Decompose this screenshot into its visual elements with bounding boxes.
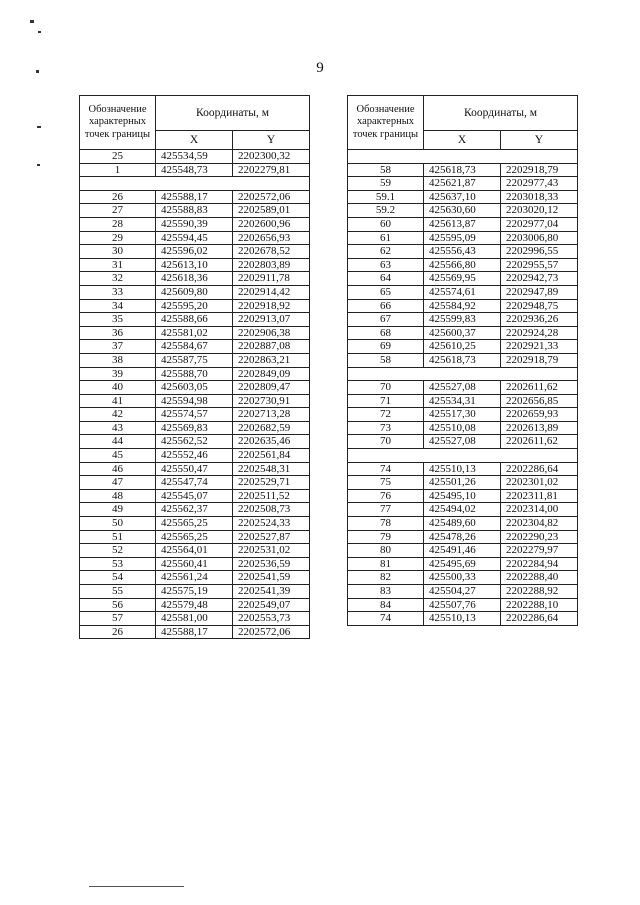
x-cell: 425584,92 xyxy=(424,299,501,313)
x-cell: 425581,02 xyxy=(156,326,233,340)
y-cell: 2202863,21 xyxy=(233,353,310,367)
point-cell: 51 xyxy=(80,530,156,544)
table-row xyxy=(348,313,578,327)
y-header: Y xyxy=(501,131,578,150)
table-row xyxy=(80,217,310,231)
table-row xyxy=(348,150,578,164)
separator-row-cell xyxy=(348,367,578,381)
table-row xyxy=(80,598,310,612)
table-row xyxy=(80,299,310,313)
scan-mark xyxy=(37,164,40,166)
y-cell: 2202301,02 xyxy=(501,476,578,490)
y-cell: 2202918,92 xyxy=(233,299,310,313)
y-cell: 2202947,89 xyxy=(501,285,578,299)
table-row xyxy=(348,449,578,463)
point-cell: 37 xyxy=(80,340,156,354)
x-cell: 425587,75 xyxy=(156,353,233,367)
point-cell: 45 xyxy=(80,449,156,463)
table-row xyxy=(348,489,578,503)
x-cell: 425560,41 xyxy=(156,557,233,571)
y-cell: 2202314,00 xyxy=(501,503,578,517)
y-cell: 2202713,28 xyxy=(233,408,310,422)
point-cell: 50 xyxy=(80,517,156,531)
y-cell: 2202548,31 xyxy=(233,462,310,476)
point-cell: 71 xyxy=(348,394,424,408)
table-row xyxy=(348,598,578,612)
x-cell: 425613,87 xyxy=(424,217,501,231)
point-cell: 63 xyxy=(348,258,424,272)
y-cell: 2202508,73 xyxy=(233,503,310,517)
y-cell: 2202613,89 xyxy=(501,421,578,435)
x-cell: 425590,39 xyxy=(156,217,233,231)
point-cell: 61 xyxy=(348,231,424,245)
table-row xyxy=(348,231,578,245)
x-cell: 425588,17 xyxy=(156,190,233,204)
y-cell: 2202288,40 xyxy=(501,571,578,585)
x-cell: 425618,73 xyxy=(424,353,501,367)
point-cell: 46 xyxy=(80,462,156,476)
point-cell: 52 xyxy=(80,544,156,558)
coords-header: Координаты, м xyxy=(424,96,578,131)
y-cell: 2202288,10 xyxy=(501,598,578,612)
x-cell: 425517,30 xyxy=(424,408,501,422)
point-cell: 54 xyxy=(80,571,156,585)
point-cell: 70 xyxy=(348,381,424,395)
x-header: X xyxy=(156,131,233,150)
point-cell: 27 xyxy=(80,204,156,218)
x-cell: 425574,57 xyxy=(156,408,233,422)
y-cell: 2202924,28 xyxy=(501,326,578,340)
y-cell: 2203006,80 xyxy=(501,231,578,245)
y-cell: 2202279,81 xyxy=(233,163,310,177)
scan-mark xyxy=(37,126,41,128)
x-cell: 425603,05 xyxy=(156,381,233,395)
table-row xyxy=(348,421,578,435)
x-cell: 425507,76 xyxy=(424,598,501,612)
point-cell: 76 xyxy=(348,489,424,503)
coordinates-table-left xyxy=(79,95,310,639)
x-cell: 425561,24 xyxy=(156,571,233,585)
point-cell: 62 xyxy=(348,245,424,259)
y-cell: 2202531,02 xyxy=(233,544,310,558)
y-cell: 2202918,79 xyxy=(501,163,578,177)
y-cell: 2202572,06 xyxy=(233,190,310,204)
point-cell: 36 xyxy=(80,326,156,340)
table-row xyxy=(80,530,310,544)
x-cell: 425618,73 xyxy=(424,163,501,177)
x-cell: 425599,83 xyxy=(424,313,501,327)
y-cell: 2202511,52 xyxy=(233,489,310,503)
point-cell: 33 xyxy=(80,285,156,299)
x-cell: 425596,02 xyxy=(156,245,233,259)
point-cell: 44 xyxy=(80,435,156,449)
table-row xyxy=(80,245,310,259)
x-cell: 425588,70 xyxy=(156,367,233,381)
table-row xyxy=(80,544,310,558)
point-cell: 78 xyxy=(348,517,424,531)
point-cell: 38 xyxy=(80,353,156,367)
x-cell: 425600,37 xyxy=(424,326,501,340)
table-row xyxy=(348,557,578,571)
x-cell: 425588,83 xyxy=(156,204,233,218)
table-row xyxy=(348,530,578,544)
x-cell: 425595,09 xyxy=(424,231,501,245)
y-cell: 2202656,85 xyxy=(501,394,578,408)
point-cell: 74 xyxy=(348,462,424,476)
x-cell: 425534,59 xyxy=(156,150,233,164)
x-cell: 425562,37 xyxy=(156,503,233,517)
point-cell: 69 xyxy=(348,340,424,354)
point-cell: 40 xyxy=(80,381,156,395)
y-cell: 2202279,97 xyxy=(501,544,578,558)
y-cell: 2203020,12 xyxy=(501,204,578,218)
point-cell: 26 xyxy=(80,625,156,639)
point-cell: 1 xyxy=(80,163,156,177)
table-row xyxy=(348,408,578,422)
y-cell: 2202936,26 xyxy=(501,313,578,327)
x-cell: 425575,19 xyxy=(156,585,233,599)
point-cell: 75 xyxy=(348,476,424,490)
y-cell: 2202300,32 xyxy=(233,150,310,164)
x-cell: 425618,36 xyxy=(156,272,233,286)
x-cell: 425588,17 xyxy=(156,625,233,639)
y-cell: 2202288,92 xyxy=(501,585,578,599)
table-row xyxy=(80,421,310,435)
point-cell: 67 xyxy=(348,313,424,327)
x-cell: 425566,80 xyxy=(424,258,501,272)
table-row xyxy=(80,557,310,571)
point-cell: 82 xyxy=(348,571,424,585)
y-cell: 2202809,47 xyxy=(233,381,310,395)
table-row xyxy=(348,394,578,408)
table-row xyxy=(80,150,310,164)
x-header: X xyxy=(424,131,501,150)
x-cell: 425621,87 xyxy=(424,177,501,191)
point-cell: 25 xyxy=(80,150,156,164)
point-cell: 72 xyxy=(348,408,424,422)
point-cell: 28 xyxy=(80,217,156,231)
point-cell: 59.1 xyxy=(348,190,424,204)
x-cell: 425495,10 xyxy=(424,489,501,503)
table-row xyxy=(80,258,310,272)
point-cell: 48 xyxy=(80,489,156,503)
y-cell: 2202977,43 xyxy=(501,177,578,191)
table-row xyxy=(80,503,310,517)
x-cell: 425588,66 xyxy=(156,313,233,327)
table-row xyxy=(80,625,310,639)
x-cell: 425500,33 xyxy=(424,571,501,585)
point-cell: 59.2 xyxy=(348,204,424,218)
point-label-header: Обозначение характерных точек границы xyxy=(348,96,424,150)
x-cell: 425610,25 xyxy=(424,340,501,354)
y-cell: 2202803,89 xyxy=(233,258,310,272)
point-cell: 29 xyxy=(80,231,156,245)
point-cell: 32 xyxy=(80,272,156,286)
table-row xyxy=(80,272,310,286)
y-cell: 2202849,09 xyxy=(233,367,310,381)
point-cell: 31 xyxy=(80,258,156,272)
y-cell: 2202955,57 xyxy=(501,258,578,272)
table-row xyxy=(348,381,578,395)
x-cell: 425545,07 xyxy=(156,489,233,503)
scan-mark xyxy=(30,20,34,23)
x-cell: 425548,73 xyxy=(156,163,233,177)
table-row xyxy=(348,503,578,517)
x-cell: 425584,67 xyxy=(156,340,233,354)
table-row xyxy=(348,177,578,191)
y-cell: 2202541,59 xyxy=(233,571,310,585)
point-cell: 58 xyxy=(348,353,424,367)
table-row xyxy=(348,299,578,313)
table-row xyxy=(80,367,310,381)
x-cell: 425565,25 xyxy=(156,530,233,544)
table-row xyxy=(80,585,310,599)
table-row xyxy=(80,408,310,422)
point-cell: 83 xyxy=(348,585,424,599)
y-header: Y xyxy=(233,131,310,150)
table-row xyxy=(80,340,310,354)
y-cell: 2202996,55 xyxy=(501,245,578,259)
table-row xyxy=(348,258,578,272)
table-row xyxy=(348,163,578,177)
x-cell: 425534,31 xyxy=(424,394,501,408)
table-row xyxy=(348,272,578,286)
x-cell: 425552,46 xyxy=(156,449,233,463)
y-cell: 2202611,62 xyxy=(501,381,578,395)
table-row xyxy=(348,340,578,354)
point-cell: 34 xyxy=(80,299,156,313)
x-cell: 425527,08 xyxy=(424,435,501,449)
y-cell: 2202942,73 xyxy=(501,272,578,286)
table-row xyxy=(80,177,310,191)
point-cell: 79 xyxy=(348,530,424,544)
x-cell: 425595,20 xyxy=(156,299,233,313)
table-row xyxy=(80,326,310,340)
separator-row-cell xyxy=(80,177,310,191)
x-cell: 425550,47 xyxy=(156,462,233,476)
x-cell: 425609,80 xyxy=(156,285,233,299)
table-row xyxy=(80,449,310,463)
point-cell: 60 xyxy=(348,217,424,231)
point-cell: 84 xyxy=(348,598,424,612)
table-row xyxy=(348,190,578,204)
y-cell: 2202914,42 xyxy=(233,285,310,299)
table-row xyxy=(80,517,310,531)
table-row xyxy=(80,381,310,395)
point-cell: 59 xyxy=(348,177,424,191)
y-cell: 2202948,75 xyxy=(501,299,578,313)
y-cell: 2202656,93 xyxy=(233,231,310,245)
y-cell: 2202600,96 xyxy=(233,217,310,231)
y-cell: 2203018,33 xyxy=(501,190,578,204)
y-cell: 2202887,08 xyxy=(233,340,310,354)
point-cell: 53 xyxy=(80,557,156,571)
table-row xyxy=(80,571,310,585)
x-cell: 425504,27 xyxy=(424,585,501,599)
y-cell: 2202635,46 xyxy=(233,435,310,449)
y-cell: 2202311,81 xyxy=(501,489,578,503)
x-cell: 425594,45 xyxy=(156,231,233,245)
y-cell: 2202527,87 xyxy=(233,530,310,544)
table-row xyxy=(80,204,310,218)
y-cell: 2202730,91 xyxy=(233,394,310,408)
table-row xyxy=(348,367,578,381)
point-cell: 30 xyxy=(80,245,156,259)
point-cell: 42 xyxy=(80,408,156,422)
point-cell: 43 xyxy=(80,421,156,435)
table-row xyxy=(348,585,578,599)
y-cell: 2202549,07 xyxy=(233,598,310,612)
y-cell: 2202561,84 xyxy=(233,449,310,463)
table-body-left xyxy=(80,150,310,639)
scan-mark xyxy=(38,31,41,33)
table-row xyxy=(348,571,578,585)
point-cell: 35 xyxy=(80,313,156,327)
table-row xyxy=(348,517,578,531)
table-row xyxy=(80,231,310,245)
table-row xyxy=(348,245,578,259)
point-cell: 56 xyxy=(80,598,156,612)
y-cell: 2202553,73 xyxy=(233,612,310,626)
y-cell: 2202906,38 xyxy=(233,326,310,340)
table-row xyxy=(348,612,578,626)
table-row xyxy=(80,353,310,367)
table-row xyxy=(348,204,578,218)
x-cell: 425594,98 xyxy=(156,394,233,408)
point-label-header: Обозначение характерных точек границы xyxy=(80,96,156,150)
table-row xyxy=(348,476,578,490)
point-cell: 64 xyxy=(348,272,424,286)
point-cell: 80 xyxy=(348,544,424,558)
x-cell: 425510,08 xyxy=(424,421,501,435)
x-cell: 425501,26 xyxy=(424,476,501,490)
table-row xyxy=(348,326,578,340)
table-row xyxy=(348,285,578,299)
table-row xyxy=(80,462,310,476)
y-cell: 2202304,82 xyxy=(501,517,578,531)
y-cell: 2202682,59 xyxy=(233,421,310,435)
y-cell: 2202284,94 xyxy=(501,557,578,571)
y-cell: 2202290,23 xyxy=(501,530,578,544)
point-cell: 68 xyxy=(348,326,424,340)
table-row xyxy=(80,190,310,204)
table-row xyxy=(80,476,310,490)
x-cell: 425569,83 xyxy=(156,421,233,435)
table-row xyxy=(80,435,310,449)
x-cell: 425637,10 xyxy=(424,190,501,204)
y-cell: 2202918,79 xyxy=(501,353,578,367)
y-cell: 2202536,59 xyxy=(233,557,310,571)
point-cell: 49 xyxy=(80,503,156,517)
x-cell: 425547,74 xyxy=(156,476,233,490)
point-cell: 39 xyxy=(80,367,156,381)
y-cell: 2202286,64 xyxy=(501,612,578,626)
point-cell: 47 xyxy=(80,476,156,490)
x-cell: 425562,52 xyxy=(156,435,233,449)
table-row xyxy=(348,462,578,476)
page-number: 9 xyxy=(316,60,324,76)
point-cell: 58 xyxy=(348,163,424,177)
table-row xyxy=(348,217,578,231)
x-cell: 425630,60 xyxy=(424,204,501,218)
x-cell: 425510,13 xyxy=(424,462,501,476)
y-cell: 2202611,62 xyxy=(501,435,578,449)
point-cell: 55 xyxy=(80,585,156,599)
table-row xyxy=(80,394,310,408)
y-cell: 2202977,04 xyxy=(501,217,578,231)
y-cell: 2202529,71 xyxy=(233,476,310,490)
y-cell: 2202659,93 xyxy=(501,408,578,422)
table-row xyxy=(80,163,310,177)
x-cell: 425581,00 xyxy=(156,612,233,626)
y-cell: 2202286,64 xyxy=(501,462,578,476)
x-cell: 425579,48 xyxy=(156,598,233,612)
x-cell: 425569,95 xyxy=(424,272,501,286)
table-row xyxy=(80,313,310,327)
point-cell: 74 xyxy=(348,612,424,626)
x-cell: 425478,26 xyxy=(424,530,501,544)
table-row xyxy=(80,612,310,626)
point-cell: 57 xyxy=(80,612,156,626)
point-cell: 41 xyxy=(80,394,156,408)
table-row xyxy=(80,489,310,503)
y-cell: 2202913,07 xyxy=(233,313,310,327)
table-row xyxy=(348,435,578,449)
y-cell: 2202589,01 xyxy=(233,204,310,218)
x-cell: 425489,60 xyxy=(424,517,501,531)
point-cell: 70 xyxy=(348,435,424,449)
y-cell: 2202524,33 xyxy=(233,517,310,531)
x-cell: 425527,08 xyxy=(424,381,501,395)
point-cell: 26 xyxy=(80,190,156,204)
separator-row-cell xyxy=(348,449,578,463)
x-cell: 425613,10 xyxy=(156,258,233,272)
x-cell: 425564,01 xyxy=(156,544,233,558)
x-cell: 425565,25 xyxy=(156,517,233,531)
table-row xyxy=(80,285,310,299)
point-cell: 73 xyxy=(348,421,424,435)
x-cell: 425574,61 xyxy=(424,285,501,299)
y-cell: 2202678,52 xyxy=(233,245,310,259)
x-cell: 425556,43 xyxy=(424,245,501,259)
y-cell: 2202921,33 xyxy=(501,340,578,354)
table-body-right xyxy=(348,150,578,626)
footnote-divider xyxy=(89,886,184,887)
y-cell: 2202541,39 xyxy=(233,585,310,599)
coords-header: Координаты, м xyxy=(156,96,310,131)
table-row xyxy=(348,544,578,558)
point-cell: 81 xyxy=(348,557,424,571)
coordinates-table-right xyxy=(347,95,578,626)
y-cell: 2202911,78 xyxy=(233,272,310,286)
y-cell: 2202572,06 xyxy=(233,625,310,639)
x-cell: 425494,02 xyxy=(424,503,501,517)
table-row xyxy=(348,353,578,367)
separator-row-cell xyxy=(348,150,578,164)
point-cell: 77 xyxy=(348,503,424,517)
x-cell: 425495,69 xyxy=(424,557,501,571)
x-cell: 425510,13 xyxy=(424,612,501,626)
x-cell: 425491,46 xyxy=(424,544,501,558)
point-cell: 66 xyxy=(348,299,424,313)
point-cell: 65 xyxy=(348,285,424,299)
